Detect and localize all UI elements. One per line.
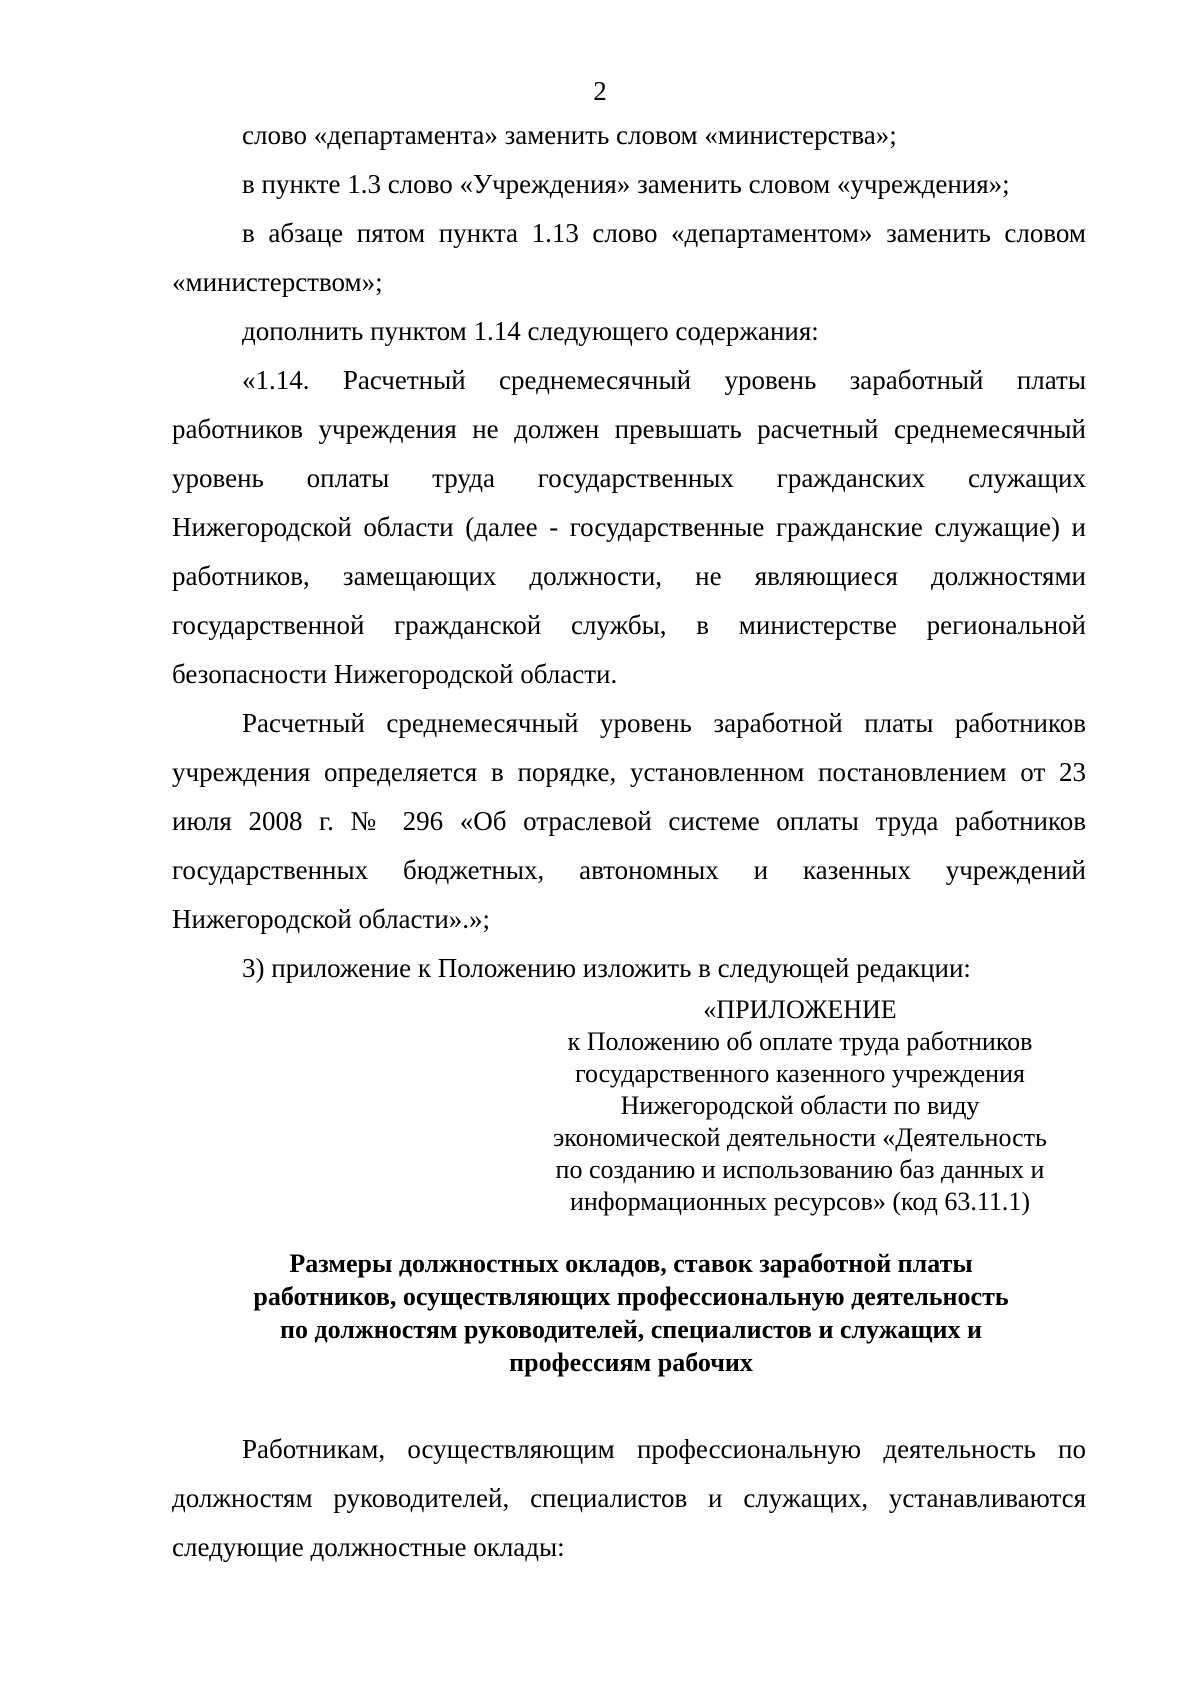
heading-line: профессиям рабочих [509,1348,753,1377]
closing-text [172,1425,1086,1572]
body-paragraph: слово «департамента» заменить словом «министерства»; [242,120,897,150]
appendix-line: Нижегородской области по виду [620,1091,980,1120]
body-paragraph: в пункте 1.3 слово «Учреждения» заменить словом «учреждения»; [242,169,1010,199]
body-paragraph: дополнить пунктом 1.14 следующего содержания: [242,316,819,346]
body-paragraph: Расчетный среднемесячный уровень заработной платы работников учреждения определяется в порядке, установленном постановлением от 23 июля 2008 г. № 296 «Об отраслевой системе оплаты труда работников государственных бюджетных, автономных и казенных учреждений Нижегородской области».»; [172,708,1086,934]
appendix-line: экономической деятельности «Деятельность [553,1123,1047,1152]
appendix-line: по созданию и использованию баз данных и [555,1155,1045,1184]
appendix-line: информационных ресурсов» (код 63.11.1) [569,1187,1031,1216]
heading-line: работников, осуществляющих профессиональную деятельность [253,1282,1009,1311]
heading-line: по должностям руководителей, специалистов и служащих и [280,1315,982,1344]
page-number: 2 [593,76,607,106]
body-paragraph: 3) приложение к Положению изложить в следующей редакции: [242,953,971,983]
appendix-line: государственного казенного учреждения [575,1059,1025,1088]
heading-line: Размеры должностных окладов, ставок заработной платы [289,1249,973,1278]
body-text [172,111,1086,993]
appendix-line: к Положению об оплате труда работников [567,1027,1033,1056]
closing-paragraph: Работникам, осуществляющим профессиональную деятельность по должностям руководителей, специалистов и служащих, устанавливаются следующие должностные оклады: [172,1434,1086,1562]
appendix-line: «ПРИЛОЖЕНИЕ [703,995,897,1024]
body-paragraph: в абзаце пятом пункта 1.13 слово «департаментом» заменить словом «министерством»; [172,218,1086,297]
body-paragraph: «1.14. Расчетный среднемесячный уровень заработный платы работников учреждения не должен превышать расчетный среднемесячный уровень оплаты труда государственных гражданских служащих Нижегородской области (далее - государственные гражданские служащие) и работников, замещающих должности, не являющиеся должностями государственной гражданской службы, в министерстве региональной безопасности Нижегородской области. [172,365,1086,689]
section-heading [0,1247,1200,1379]
appendix-block [520,994,1080,1218]
